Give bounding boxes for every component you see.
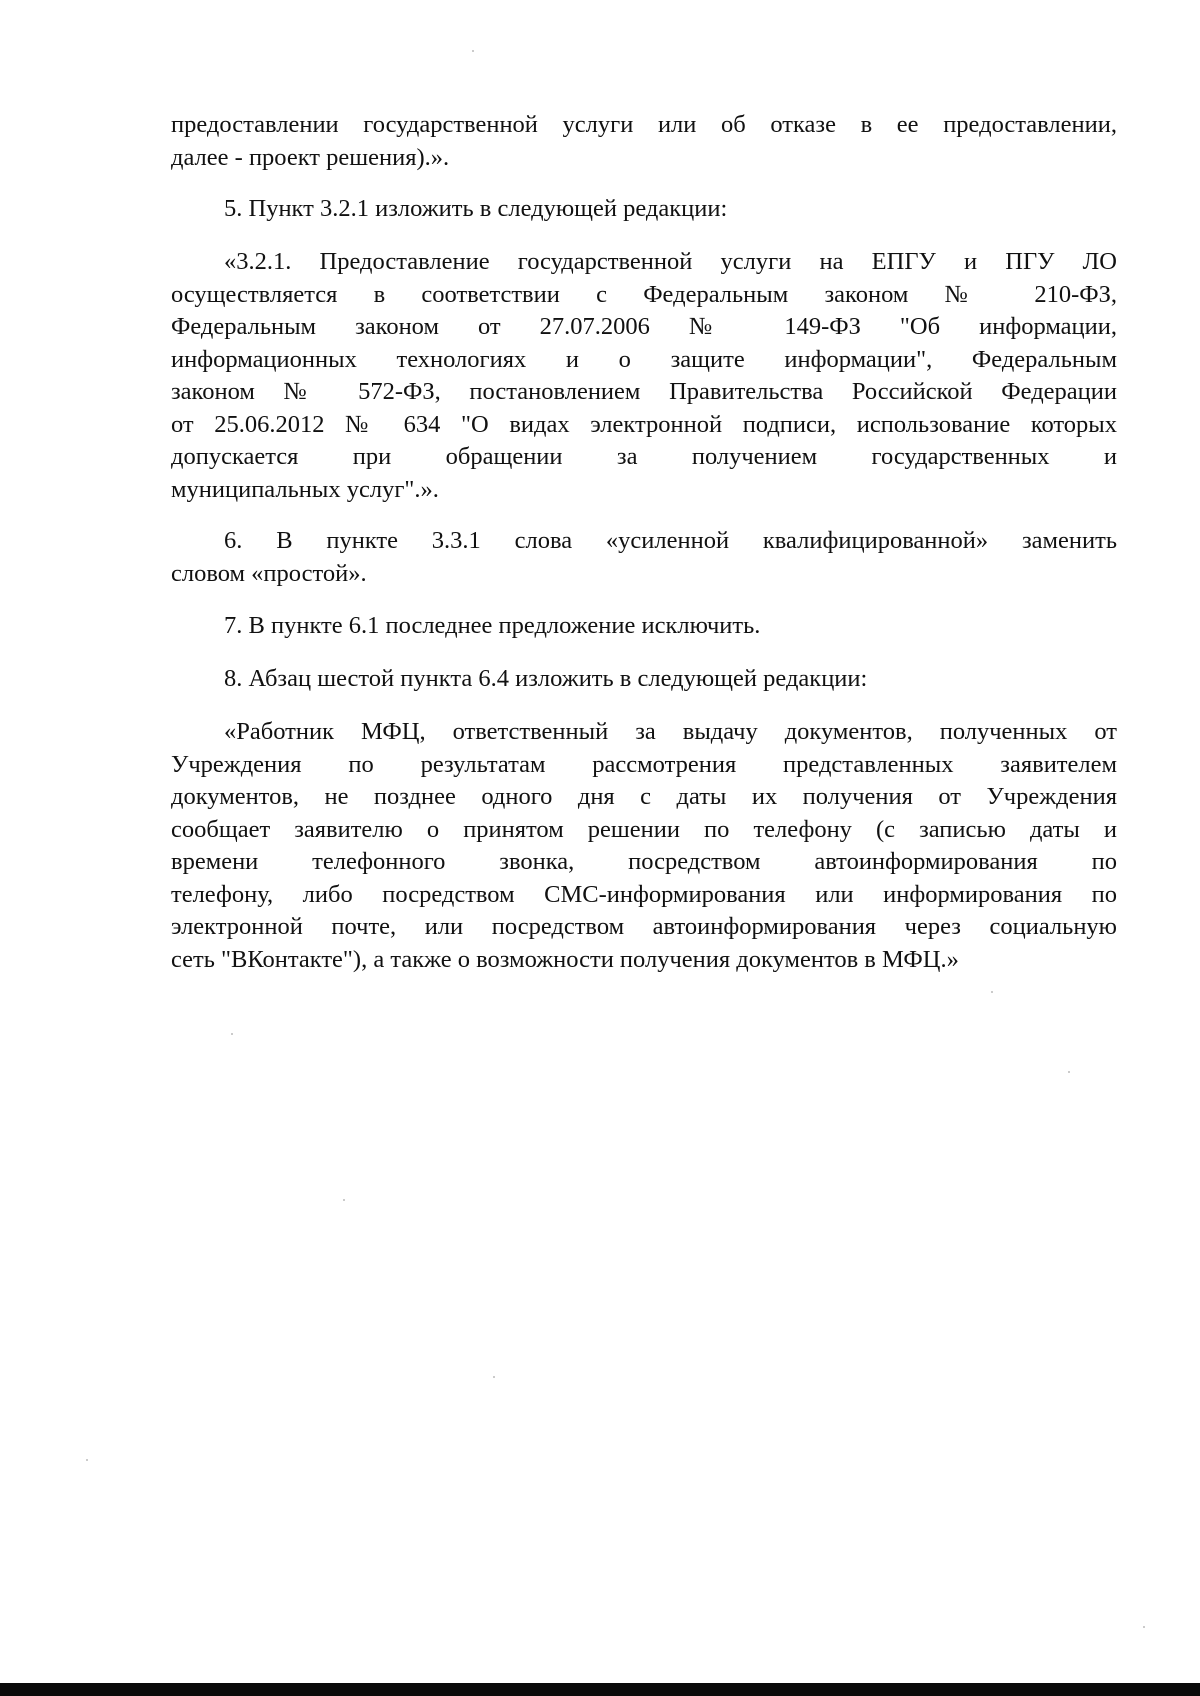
scan-speck — [991, 991, 993, 993]
text-line: документов, не позднее одного дня с даты их получения от Учреждения — [171, 783, 1117, 810]
paragraph-continuation — [171, 109, 1117, 174]
paragraph-item-8 — [171, 663, 1117, 696]
text-line: сеть "ВКонтакте"), а также о возможности получения документов в МФЦ.» — [171, 945, 959, 973]
text-line: законом № 572-ФЗ, постановлением Правительства Российской Федерации — [171, 378, 1117, 405]
text-line: от 25.06.2012 № 634 "О видах электронной подписи, использование которых — [171, 410, 1117, 438]
text-line: словом «простой». — [171, 559, 367, 587]
paragraph-item-5-quote — [171, 246, 1117, 506]
scan-speck — [343, 1199, 345, 1201]
text-line: электронной почте, или посредством автоинформирования через социальную — [171, 913, 1117, 940]
text-line: времени телефонного звонка, посредством автоинформирования по — [171, 848, 1117, 875]
text-line: «3.2.1. Предоставление государственной услуги на ЕПГУ и ПГУ ЛО — [224, 248, 1117, 275]
scan-speck — [231, 1033, 233, 1035]
text-line: Федеральным законом от 27.07.2006 № 149-ФЗ "Об информации, — [171, 313, 1117, 340]
text-line: осуществляется в соответствии с Федеральным законом № 210-ФЗ, — [171, 280, 1117, 308]
text-line: далее - проект решения).». — [171, 143, 450, 171]
text-line: Учреждения по результатам рассмотрения представленных заявителем — [171, 750, 1117, 778]
text-line: 8. Абзац шестой пункта 6.4 изложить в следующей редакции: — [224, 665, 868, 692]
text-line: 5. Пункт 3.2.1 изложить в следующей редакции: — [224, 195, 728, 222]
paragraph-item-7 — [171, 610, 1117, 643]
text-line: предоставлении государственной услуги или об отказе в ее предоставлении, — [171, 111, 1117, 138]
text-line: 7. В пункте 6.1 последнее предложение исключить. — [224, 612, 761, 639]
text-line: 6. В пункте 3.3.1 слова «усиленной квалифицированной» заменить — [224, 527, 1117, 554]
paragraph-item-6 — [171, 525, 1117, 590]
scan-speck — [1068, 1071, 1070, 1073]
scan-speck — [86, 1459, 88, 1461]
text-line: муниципальных услуг".». — [171, 475, 439, 503]
text-line: информационных технологиях и о защите информации", Федеральным — [171, 345, 1117, 373]
paragraph-item-5 — [171, 193, 1117, 226]
scan-speck — [472, 50, 474, 52]
scan-bottom-border — [0, 1683, 1200, 1696]
text-line: сообщает заявителю о принятом решении по телефону (с записью даты и — [171, 815, 1117, 843]
text-line: «Работник МФЦ, ответственный за выдачу документов, полученных от — [224, 718, 1117, 745]
scan-speck — [1143, 1626, 1145, 1628]
text-line: допускается при обращении за получением государственных и — [171, 443, 1117, 470]
text-line: телефону, либо посредством СМС-информирования или информирования по — [171, 880, 1117, 908]
scan-speck — [493, 1376, 495, 1378]
paragraph-item-8-quote — [171, 716, 1117, 976]
